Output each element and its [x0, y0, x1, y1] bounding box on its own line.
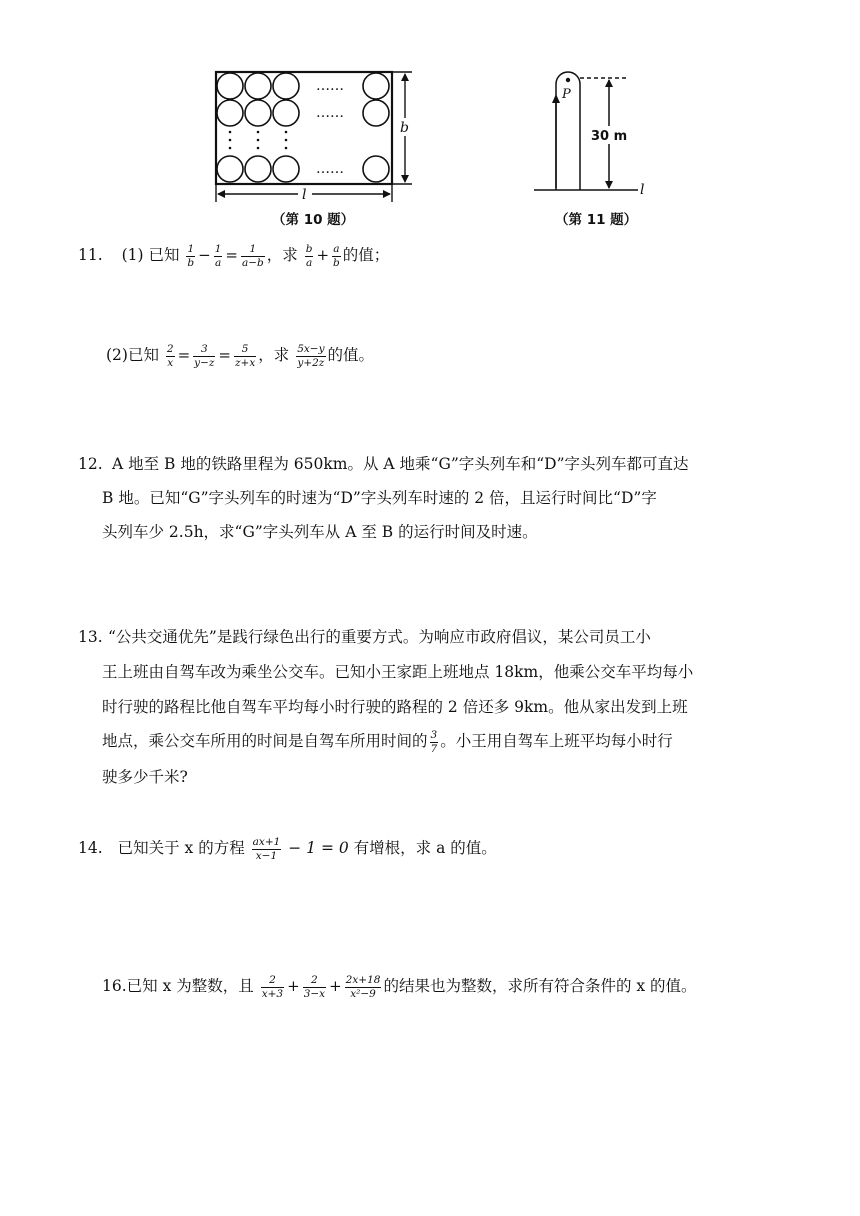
denominator: 7 [430, 742, 438, 755]
fig10-dots-row2: …… [316, 105, 344, 121]
denominator: x−1 [255, 849, 278, 862]
fig11-label-l: l [640, 182, 645, 198]
q12-line-1: A 地至 B 地的铁路里程为 650km。从 A 地乘“G”字头列车和“D”字头列车都可直达 [112, 455, 689, 473]
numerator: a [333, 243, 340, 255]
q14-number: 14. [78, 839, 103, 857]
q13-line4-prefix: 地点，乘公交车所用的时间是自驾车所用时间的 [102, 732, 428, 750]
q14 [78, 837, 497, 861]
q13-line-1: “公共交通优先”是践行绿色出行的重要方式。为响应市政府倡议，某公司员工小 [108, 628, 651, 646]
q11-part2-suffix: 的值。 [327, 346, 375, 364]
numerator: 2x+18 [345, 974, 381, 986]
denominator: b [333, 256, 340, 269]
numerator: 5 [234, 344, 256, 357]
numerator: b [305, 243, 313, 255]
q11-frac-4 [305, 244, 314, 268]
q13-number: 13. [78, 628, 103, 646]
denominator: z+x [235, 356, 256, 369]
numerator: 2 [166, 343, 174, 355]
q11-part1: 11. (1) 已知 $\frac{1}{b}$ − $\frac{1}{a}$ = $\frac{1}{a-b}$ ，求 $\frac{b}{a}$ + $\frac{a}{b}$ 的值； [78, 243, 390, 269]
denominator: a [305, 256, 313, 269]
fig10-caption: （第 10 题） [272, 212, 355, 228]
q13-frac [430, 730, 439, 754]
numerator: 2 [261, 975, 284, 988]
q16-frac-3 [345, 975, 382, 999]
numerator: 5x−y [297, 343, 325, 355]
numerator: 1 [187, 243, 195, 255]
q16-frac-2 [303, 975, 326, 999]
numerator: 3 [193, 344, 215, 357]
denominator: b [187, 256, 195, 269]
q12-line-3: 头列车少 2.5h，求“G”字头列车从 A 至 B 的运行时间及时速。 [102, 523, 538, 541]
q16-prefix: 已知 x 为整数，且 [126, 977, 254, 995]
q13-line-4 [102, 730, 673, 754]
q11-part2-frac-3 [234, 344, 256, 368]
q12-number: 12. [78, 455, 103, 473]
fig11-label-h: 30 m [591, 129, 628, 144]
q13-line-3: 时行驶的路程比他自驾车平均每小时行驶的路程的 2 倍还多 9km。他从家出发到上班 [102, 698, 688, 716]
denominator: a−b [242, 256, 264, 269]
fig11-caption: （第 11 题） [555, 212, 638, 228]
fig10-dots-row4: …… [316, 161, 344, 177]
q11-part2: (2)已知 $\frac{2}{x}$ = $\frac{3}{y-z}$ = $\frac{5}{z+x}$ ，求 $\frac{5x-y}{y+2z}$ 的值。 [106, 343, 375, 369]
q11-part1-prefix: (1) 已知 [121, 246, 180, 264]
figure-10 [200, 66, 430, 228]
numerator: 3 [430, 729, 438, 741]
fig11-label-p: P [562, 87, 571, 102]
q11-part2-frac-4 [296, 344, 325, 368]
q11-part1-suffix: 的值； [342, 246, 390, 264]
denominator: a [214, 256, 222, 269]
fig10-label-b: b [400, 120, 409, 136]
q16-frac-1 [261, 975, 284, 999]
q11-part2-frac-2 [193, 344, 215, 368]
denominator: x²−9 [350, 987, 376, 1000]
denominator: y+2z [297, 356, 325, 369]
denominator: y−z [194, 356, 215, 369]
numerator: 1 [241, 244, 265, 257]
figure-11 [530, 66, 660, 206]
q13-line-2: 王上班由自驾车改为乘坐公交车。已知小王家距上班地点 18km，他乘公交车平均每小 [102, 663, 694, 681]
q11-frac-2 [214, 244, 223, 268]
q13-line-5: 驶多少千米? [102, 768, 188, 786]
q14-equation: − 1 = 0 [288, 839, 349, 857]
denominator: x+3 [261, 987, 284, 1000]
fig10-label-l: l [302, 187, 307, 203]
q14-frac [252, 837, 282, 861]
numerator: 1 [214, 243, 222, 255]
q11-part2-prefix: (2)已知 [106, 346, 164, 364]
q14-suffix: 有增根，求 a 的值。 [348, 839, 497, 857]
q16: 16.已知 x 为整数，且 $\frac{2}{x+3}$ + $\frac{2}{3-x}$ + $\frac{2x+18}{\text{x²−9}}$ 的结果也为整数，求所有符合条件的 x 的值。 [102, 974, 697, 1000]
q11-frac-3 [241, 244, 265, 268]
q11-frac-5 [332, 244, 341, 268]
q11-part2-frac-1 [166, 344, 175, 368]
q11-part2-mid: ，求 [258, 346, 295, 364]
denominator: x [167, 356, 174, 369]
numerator: ax+1 [252, 836, 281, 848]
q13-line4-suffix: 。小王用自驾车上班平均每小时行 [440, 732, 673, 750]
q11-number: 11. [78, 246, 103, 264]
q16-suffix: 的结果也为整数，求所有符合条件的 x 的值。 [383, 977, 697, 995]
denominator: 3−x [303, 987, 326, 1000]
q11-part1-mid: ，求 [266, 246, 303, 264]
q16-number: 16. [102, 977, 127, 995]
fig10-dots-row1: …… [316, 78, 344, 94]
q12-line-2: B 地。已知“G”字头列车的时速为“D”字头列车时速的 2 倍，且运行时间比“D”字 [102, 489, 657, 507]
q14-prefix: 已知关于 x 的方程 [117, 839, 245, 857]
numerator: 2 [303, 975, 326, 988]
q11-frac-1 [186, 244, 195, 268]
